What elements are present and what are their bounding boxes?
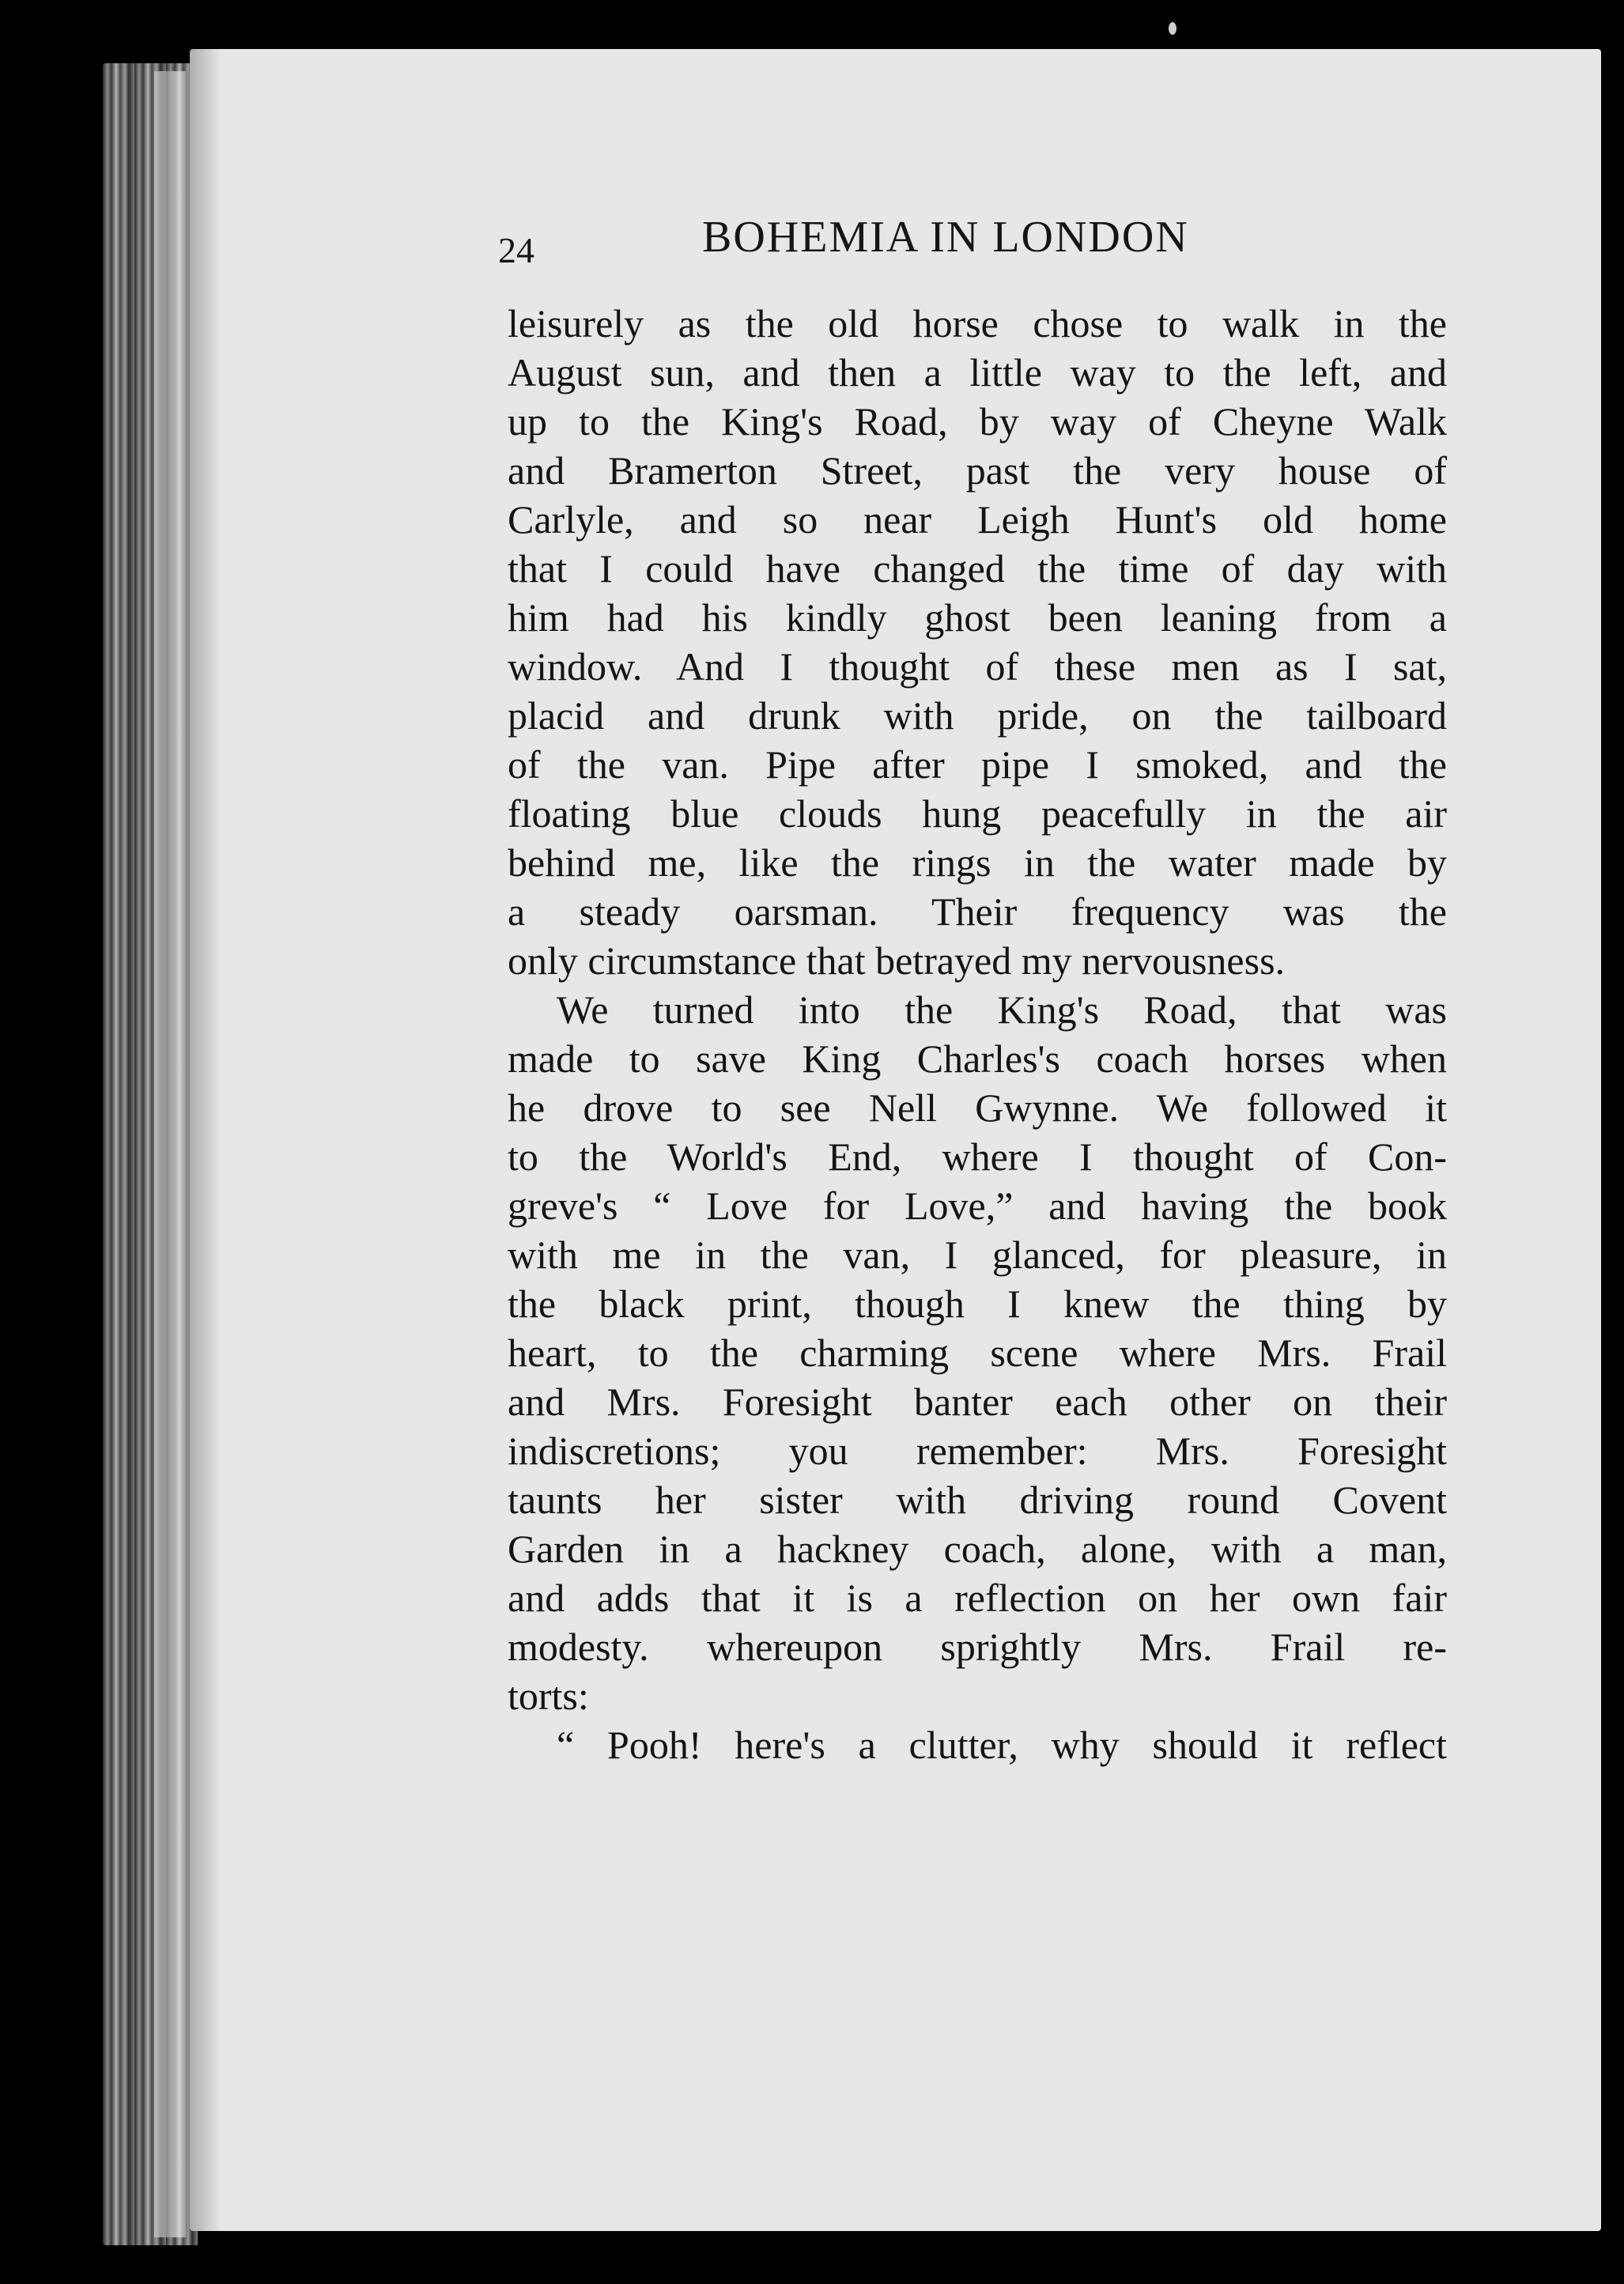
- text-line: placid and drunk with pride, on the tailboard: [508, 693, 1447, 738]
- page-edges: [154, 71, 186, 2237]
- text-line: heart, to the charming scene where Mrs. Frail: [508, 1331, 1447, 1375]
- text-line: taunts her sister with driving round Covent: [508, 1478, 1447, 1522]
- text-line: and adds that it is a reflection on her own fair: [508, 1576, 1447, 1620]
- dust-speck: [1169, 22, 1176, 35]
- text-line: the black print, though I knew the thing by: [508, 1282, 1447, 1326]
- text-line: of the van. Pipe after pipe I smoked, and the: [508, 742, 1447, 787]
- text-line: “ Pooh! here's a clutter, why should it reflect: [557, 1723, 1447, 1767]
- page-header: [498, 212, 1447, 283]
- text-line: floating blue clouds hung peacefully in the air: [508, 791, 1447, 836]
- text-line: up to the King's Road, by way of Cheyne Walk: [508, 399, 1447, 444]
- text-line: and Bramerton Street, past the very house of: [508, 448, 1447, 493]
- running-title: BOHEMIA IN LONDON: [702, 213, 1189, 262]
- text-line: he drove to see Nell Gwynne. We followed it: [508, 1085, 1447, 1130]
- body-text: [508, 299, 1447, 1769]
- text-line: and Mrs. Foresight banter each other on their: [508, 1380, 1447, 1424]
- text-line: Carlyle, and so near Leigh Hunt's old home: [508, 497, 1447, 542]
- text-line: August sun, and then a little way to the left, and: [508, 350, 1447, 395]
- text-line: torts:: [508, 1674, 589, 1718]
- text-line: leisurely as the old horse chose to walk in the: [508, 301, 1447, 345]
- text-line: window. And I thought of these men as I sat,: [508, 644, 1447, 689]
- text-line: him had his kindly ghost been leaning from a: [508, 595, 1447, 640]
- text-line: a steady oarsman. Their frequency was the: [508, 889, 1447, 934]
- text-line: to the World's End, where I thought of Con-: [508, 1134, 1447, 1179]
- text-line: Garden in a hackney coach, alone, with a man,: [508, 1527, 1447, 1571]
- text-line: indiscretions; you remember: Mrs. Foresight: [508, 1429, 1447, 1473]
- text-line: greve's “ Love for Love,” and having the book: [508, 1184, 1447, 1228]
- text-line: behind me, like the rings in the water made by: [508, 840, 1447, 885]
- text-line: We turned into the King's Road, that was: [557, 987, 1447, 1032]
- text-line: made to save King Charles's coach horses when: [508, 1036, 1447, 1081]
- text-line: modesty. whereupon sprightly Mrs. Frail re-: [508, 1625, 1447, 1669]
- text-line: only circumstance that betrayed my nervousness.: [508, 938, 1286, 983]
- text-line: with me in the van, I glanced, for pleasure, in: [508, 1233, 1447, 1277]
- page-number: 24: [498, 230, 534, 270]
- gutter-shadow: [190, 49, 221, 2231]
- text-line: that I could have changed the time of day with: [508, 546, 1447, 591]
